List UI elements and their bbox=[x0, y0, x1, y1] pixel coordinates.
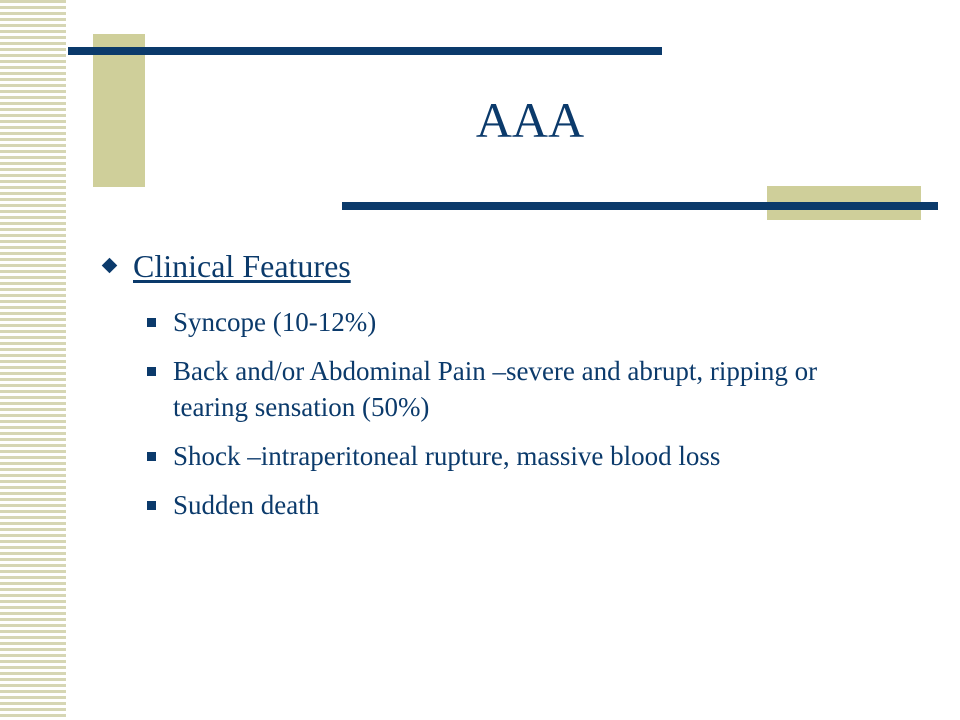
list-item-text: Shock –intraperitoneal rupture, massive blood loss bbox=[173, 441, 721, 471]
list-item-text: Syncope (10-12%) bbox=[173, 307, 377, 337]
list-item bbox=[147, 438, 887, 474]
striped-margin-decoration bbox=[0, 0, 68, 720]
list-item bbox=[147, 487, 887, 523]
bullet-list bbox=[147, 304, 887, 536]
list-item-text: Back and/or Abdominal Pain –severe and abrupt, ripping or tearing sensation (50%) bbox=[173, 356, 818, 422]
square-bullet-icon bbox=[147, 367, 156, 376]
list-item bbox=[147, 353, 887, 425]
square-bullet-icon bbox=[147, 501, 156, 510]
decorative-bar-bottom bbox=[342, 202, 938, 210]
clinical-features-link[interactable]: Clinical Features bbox=[133, 248, 351, 284]
square-bullet-icon bbox=[147, 452, 156, 461]
heading-bullet bbox=[104, 246, 351, 286]
square-bullet-icon bbox=[147, 318, 156, 327]
list-item-text: Sudden death bbox=[173, 490, 320, 520]
decorative-bar-top bbox=[68, 47, 662, 55]
slide-title: AAA bbox=[475, 92, 585, 148]
list-item bbox=[147, 304, 887, 340]
diamond-icon bbox=[102, 258, 118, 274]
